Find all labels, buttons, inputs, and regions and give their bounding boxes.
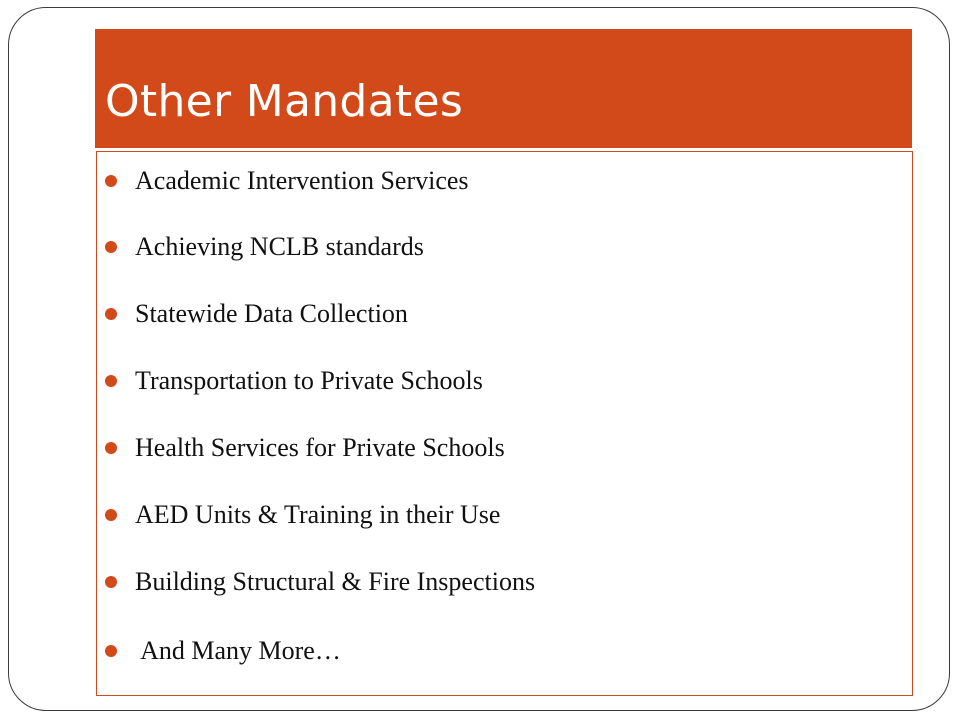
bullet-icon xyxy=(105,645,117,657)
bullet-text: Health Services for Private Schools xyxy=(135,433,505,462)
bullet-text: AED Units & Training in their Use xyxy=(135,500,501,529)
bullet-icon xyxy=(105,241,117,253)
bullet-text: Academic Intervention Services xyxy=(135,166,469,195)
bullet-icon xyxy=(105,375,117,387)
bullet-icon xyxy=(105,175,117,187)
bullet-icon xyxy=(105,442,117,454)
bullet-text: Achieving NCLB standards xyxy=(135,232,424,261)
bullet-text: And Many More… xyxy=(135,636,341,665)
bullet-icon xyxy=(105,509,117,521)
slide-title: Other Mandates xyxy=(105,76,464,127)
bullet-text: Transportation to Private Schools xyxy=(135,366,483,395)
bullet-text: Statewide Data Collection xyxy=(135,299,408,328)
bullet-text: Building Structural & Fire Inspections xyxy=(135,567,536,596)
bullet-icon xyxy=(105,308,117,320)
bullet-icon xyxy=(105,576,117,588)
